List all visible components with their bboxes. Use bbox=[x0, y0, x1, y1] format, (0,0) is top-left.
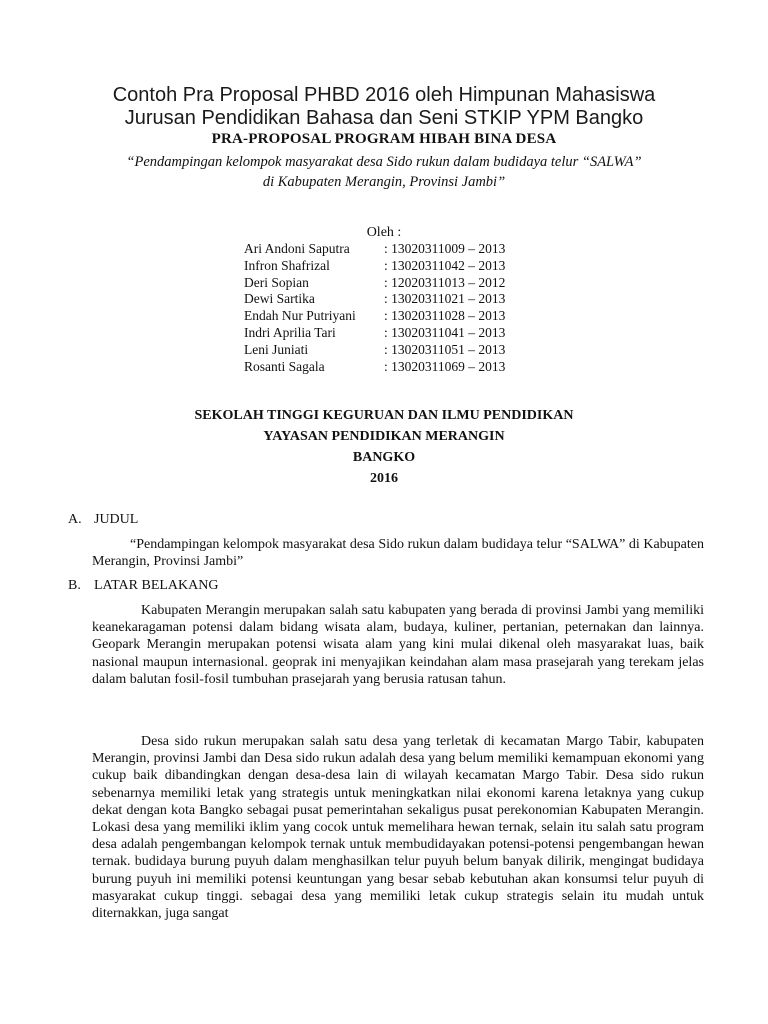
title-line: Contoh Pra Proposal PHBD 2016 oleh Himpunan Mahasiswa bbox=[112, 84, 656, 106]
author-row bbox=[244, 275, 505, 292]
subtitle-line: di Kabupaten Merangin, Provinsi Jambi” bbox=[262, 174, 506, 190]
author-name: Rosanti Sagala bbox=[244, 358, 325, 374]
title-line: Jurusan Pendidikan Bahasa dan Seni STKIP YPM Bangko bbox=[124, 107, 644, 129]
author-row bbox=[244, 359, 505, 376]
author-row bbox=[244, 342, 505, 359]
author-name: Indri Aprilia Tari bbox=[244, 324, 336, 340]
section-number: B. bbox=[68, 578, 81, 593]
paragraph: Kabupaten Merangin merupakan salah satu kabupaten yang berada di provinsi Jambi yang memiliki keanekaragaman potensi dalam bidang wisata alam, budaya, kuliner, pertanian, peternakan dan lainnya. Geopark Merangin merupakan potensi wisata alam yang kini mulai dikenal oleh masyarakat luas, baik nasional maupun internasional. geoprak ini menyajikan keindahan alam masa prasejarah yang terekam jelas dalam balutan fosil-fosil tumbuhan prasejarah yang berusia ratusan tahun. bbox=[92, 603, 704, 687]
proposal-heading: PRA-PROPOSAL PROGRAM HIBAH BINA DESA bbox=[211, 131, 557, 147]
author-id: : 13020311051 – 2013 bbox=[384, 341, 506, 357]
author-list bbox=[244, 241, 505, 375]
author-row bbox=[244, 291, 505, 308]
author-name: Infron Shafrizal bbox=[244, 257, 330, 273]
author-id: : 12020311013 – 2012 bbox=[384, 274, 506, 290]
author-name: Deri Sopian bbox=[244, 274, 309, 290]
author-id: : 13020311009 – 2013 bbox=[384, 241, 506, 256]
document-title bbox=[0, 84, 768, 130]
author-name: Ari Andoni Saputra bbox=[244, 241, 350, 256]
author-id: : 13020311042 – 2013 bbox=[384, 257, 506, 273]
author-id: : 13020311021 – 2013 bbox=[384, 291, 506, 307]
section-b-heading bbox=[68, 578, 218, 594]
author-name: Leni Juniati bbox=[244, 341, 309, 357]
section-title: LATAR BELAKANG bbox=[94, 578, 219, 593]
author-id: : 13020311028 – 2013 bbox=[384, 308, 506, 324]
section-title: JUDUL bbox=[94, 512, 139, 527]
institution-block bbox=[0, 405, 768, 489]
institution-line: SEKOLAH TINGGI KEGURUAN DAN ILMU PENDIDIKAN bbox=[194, 408, 574, 423]
proposal-subtitle bbox=[0, 152, 768, 192]
author-id: : 13020311069 – 2013 bbox=[384, 358, 506, 374]
oleh-label: Oleh : bbox=[366, 225, 402, 240]
judul-text: “Pendampingan kelompok masyarakat desa Sido rukun dalam budidaya telur “SALWA” di Kabupaten Merangin, Provinsi Jambi” bbox=[92, 537, 704, 569]
institution-line: 2016 bbox=[370, 471, 398, 486]
author-row bbox=[244, 308, 505, 325]
section-a-heading bbox=[68, 512, 138, 528]
author-name: Dewi Sartika bbox=[244, 291, 315, 307]
author-row bbox=[244, 325, 505, 342]
author-row bbox=[244, 241, 505, 258]
paragraph: Desa sido rukun merupakan salah satu desa yang terletak di kecamatan Margo Tabir, kabupaten Merangin, provinsi Jambi dan Desa sido rukun adalah desa yang belum memiliki kemampuan ekonomi yang cukup baik dibandingkan dengan desa-desa lain di wilayah kecamatan Margo Tabir. Desa sido rukun sebenarnya memiliki letak yang strategis untuk meningkatkan nilai ekonomi karena letaknya yang cukup dekat dengan kota Bangko sebagai pusat pemerintahan sekaligus pusat perekonomian Kabupaten Merangin. Lokasi desa yang memiliki iklim yang cocok untuk memelihara hewan ternak, selain itu salah satu program desa adalah pengembangan kelompok ternak untuk membudidayakan potensi-potensi pengembangan hewan ternak. budidaya burung puyuh dalam menghasilkan telur puyuh belum banyak dilirik, mengingat budidaya burung puyuh ini memiliki potensi keuntungan yang besar sebab kebutuhan akan konsumsi telur puyuh di masyarakat cukup tinggi. sebagai desa yang memiliki letak cukup strategis selain itu mudah untuk diternakkan, juga sangat bbox=[92, 734, 704, 922]
author-id: : 13020311041 – 2013 bbox=[384, 324, 506, 340]
author-name: Endah Nur Putriyani bbox=[244, 308, 356, 324]
section-number: A. bbox=[68, 512, 82, 527]
subtitle-line: “Pendampingan kelompok masyarakat desa Sido rukun dalam budidaya telur “SALWA” bbox=[126, 154, 642, 170]
institution-line: BANGKO bbox=[352, 450, 416, 465]
author-row bbox=[244, 258, 505, 275]
institution-line: YAYASAN PENDIDIKAN MERANGIN bbox=[263, 429, 505, 444]
